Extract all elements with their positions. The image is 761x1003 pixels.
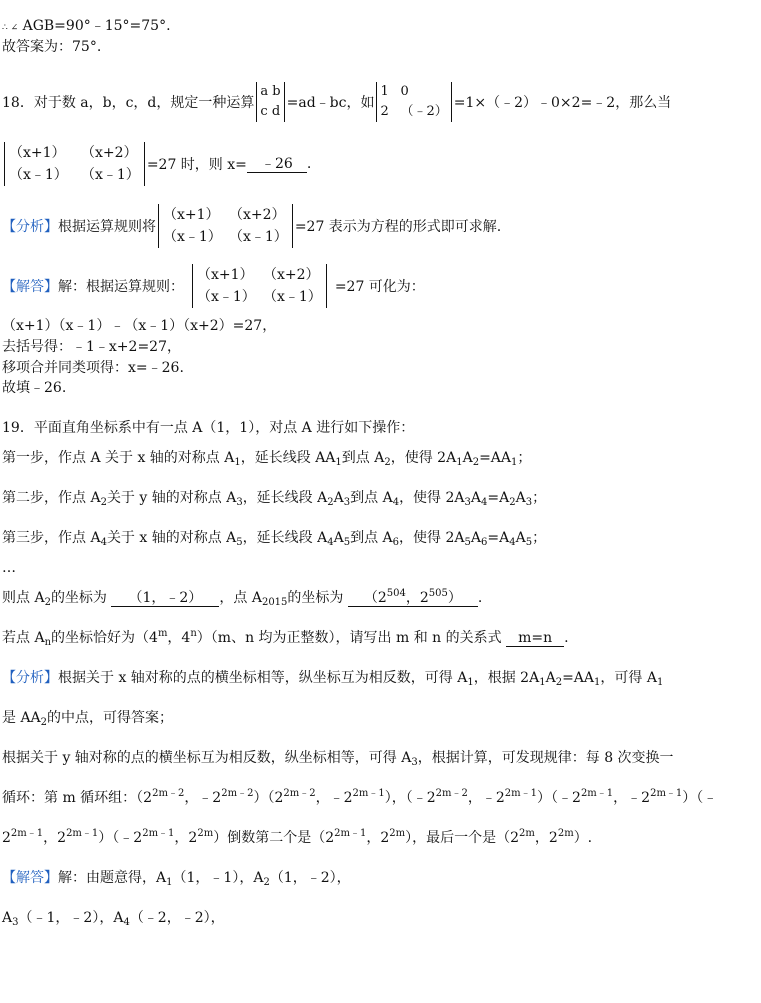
determinant-x-solution: （x+1） （x+2） （x﹣1） （x﹣1） bbox=[192, 264, 327, 308]
q18-step2: 去括号得：﹣1﹣x+2=27， bbox=[2, 339, 181, 355]
q18-solution: 【解答】 解：根据运算规则： （x+1） （x+2） （x﹣1） （x﹣1） =27 可化为： bbox=[2, 264, 425, 308]
q18-step3: 移项合并同类项得：x=﹣26. bbox=[2, 360, 184, 376]
q19-intro: 19．平面直角坐标系中有一点 A（1，1），对点 A 进行如下操作： bbox=[2, 420, 415, 436]
q18-line2: （x+1） （x+2） （x﹣1） （x﹣1） =27 时，则 x= ﹣26 . bbox=[2, 142, 311, 186]
solution-tag: 【解答】 bbox=[2, 279, 58, 295]
q19-solution2: $A_3(﹣1$，﹣2），$A_4(﹣2$，﹣2）， bbox=[2, 910, 225, 928]
q19-analysis2: 是 $AA_2$的中点，可得答案； bbox=[2, 710, 174, 728]
q19-ellipsis: … bbox=[2, 560, 16, 576]
determinant-abcd: a b c d bbox=[256, 82, 284, 122]
q19-coord: 则点 $A_2$的坐标为 （1，﹣2） ，点 $A_{2015}$的坐标为 （$2^{504}$，$2^{505}$） . bbox=[2, 588, 483, 608]
q19-step2: 第二步，作点 $A_2$关于 y 轴的对称点 $A_3$，延长线段 $A_2A_3$到点 $A_4$，使得 $2A_3A_4=A_2A_3$； bbox=[2, 490, 547, 508]
q18-line1: 18．对于数 a，b，c，d，规定一种运算 a b c d =ad﹣bc，如 1 0 2 （﹣2） =1×（﹣2）﹣0×2=﹣2，那么当 bbox=[2, 82, 671, 122]
cut-line: ∴ ∠ AGB=90°﹣15°=75°. bbox=[2, 18, 171, 34]
q18-answer-blank: ﹣26 bbox=[247, 156, 307, 173]
solution-tag-19: 【解答】 bbox=[2, 870, 58, 886]
determinant-x: （x+1） （x+2） （x﹣1） （x﹣1） bbox=[4, 142, 145, 186]
q19-analysis3: 根据关于 y 轴对称的点的横坐标互为相反数，纵坐标相等，可得 $A_3$，根据计算，可发现规律：每 8 次变换一 bbox=[2, 750, 674, 768]
q19-step1: 第一步，作点 A 关于 x 轴的对称点 $A_1$，延长线段 $AA_1$到点 $A_2$，使得 $2A_1A_2=AA_1$； bbox=[2, 450, 532, 468]
determinant-x-analysis: （x+1） （x+2） （x﹣1） （x﹣1） bbox=[158, 204, 293, 248]
q19-analysis1: 【分析】根据关于 x 轴对称的点的横坐标相等，纵坐标互为相反数，可得 $A_1$，根据 $2A_1A_2=AA_1$，可得 $A_1$ bbox=[2, 670, 664, 688]
q19-step3: 第三步，作点 $A_4$关于 x 轴的对称点 $A_5$，延长线段 $A_4A_5$到点 $A_6$，使得 $2A_5A_6=A_4A_5$； bbox=[2, 530, 547, 548]
q19-solution1: 【解答】解：由题意得，$A_1(1$，﹣1），$A_2(1$，﹣2）， bbox=[2, 870, 351, 888]
q19-analysis5: $2^{2m﹣1}$，$2^{2m﹣1})(﹣2^{2m﹣1}$，$2^{2m}$）倒数第二个是（$2^{2m﹣1}$，$2^{2m}$），最后一个是（$2^{2m}$，$2^{2m}$）. bbox=[2, 828, 593, 846]
q19-answer-relation: m=n bbox=[506, 630, 564, 647]
q18-analysis: 【分析】 根据运算规则将 （x+1） （x+2） （x﹣1） （x﹣1） =27 表示为方程的形式即可求解. bbox=[2, 204, 501, 248]
analysis-tag: 【分析】 bbox=[2, 219, 58, 235]
q19-relation: 若点 $A_n$的坐标恰好为（4$^m$，4$^n$）（m、n 均为正整数），请写出 m 和 n 的关系式 m=n . bbox=[2, 628, 569, 648]
q19-answer-a2: （1，﹣2） bbox=[111, 590, 219, 607]
q19-answer-a2015: （$2^{504}$，$2^{505}$） bbox=[348, 590, 478, 607]
analysis-tag-19: 【分析】 bbox=[2, 670, 58, 686]
q18-step4: 故填﹣26. bbox=[2, 380, 67, 396]
q18-step1: （x+1）（x﹣1）﹣（x﹣1）（x+2）=27， bbox=[2, 318, 277, 334]
q19-analysis4: 循环：第 m 循环组：（$2^{2m﹣2}$，$﹣2^{2m﹣2})(2^{2m﹣2}$，$﹣2^{2m﹣1}$），（$﹣2^{2m﹣2}$，$﹣2^{2m﹣1})(﹣2^{2m﹣1}$，$﹣2^{2m﹣1})(﹣$ bbox=[2, 788, 718, 806]
determinant-example: 1 0 2 （﹣2） bbox=[376, 82, 451, 122]
answer-line: 故答案为：75°. bbox=[2, 39, 102, 55]
